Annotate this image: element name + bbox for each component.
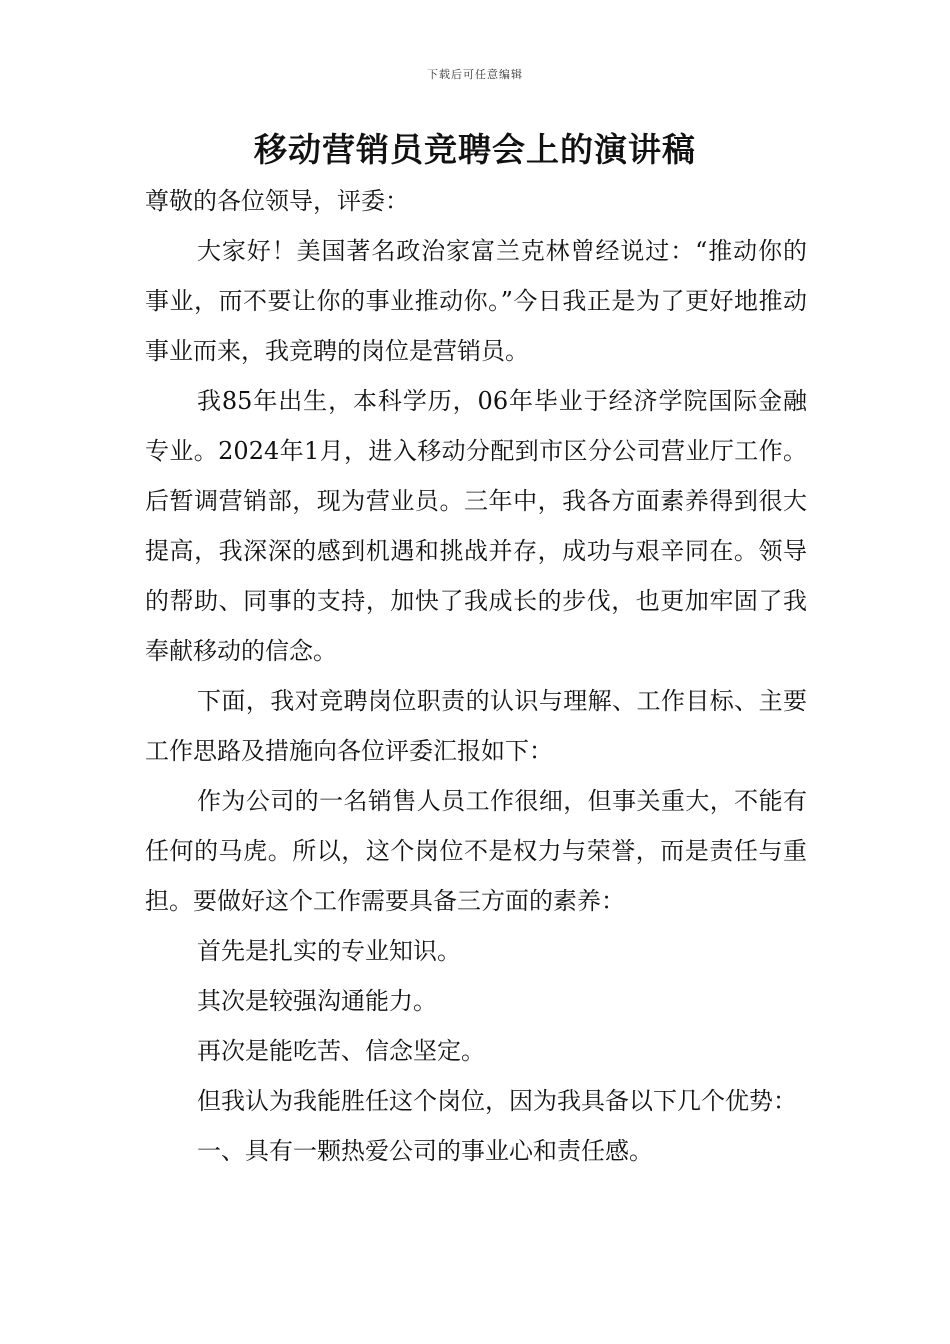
document-title: 移动营销员竞聘会上的演讲稿	[254, 130, 696, 169]
salutation: 尊敬的各位领导，评委：	[145, 187, 409, 215]
paragraph-greeting: 大家好！美国著名政治家富兰克林曾经说过：“推动你的事业，而不要让你的事业推动你。”今日我正是为了更好地推动事业而来，我竞聘的岗位是营销员。	[145, 237, 807, 365]
paragraph-role-understanding: 作为公司的一名销售人员工作很细，但事关重大，不能有任何的马虎。所以，这个岗位不是权力与荣誉，而是责任与重担。要做好这个工作需要具备三方面的素养：	[145, 787, 807, 915]
document-body	[145, 176, 807, 1176]
paragraph-advantages-intro: 但我认为我能胜任这个岗位，因为我具备以下几个优势：	[197, 1087, 797, 1115]
header-note: 下载后可任意编辑	[427, 68, 523, 81]
paragraph-background: 我85年出生，本科学历，06年毕业于经济学院国际金融专业。2024年1月，进入移动分配到市区分公司营业厅工作。后暂调营销部，现为营业员。三年中，我各方面素养得到很大提高，我深深的感到机遇和挑战并存，成功与艰辛同在。领导的帮助、同事的支持，加快了我成长的步伐，也更加牢固了我奉献移动的信念。	[145, 387, 807, 665]
paragraph-intro-report: 下面，我对竞聘岗位职责的认识与理解、工作目标、主要工作思路及措施向各位评委汇报如下：	[145, 687, 807, 765]
paragraph-quality-1: 首先是扎实的专业知识。	[197, 937, 461, 965]
paragraph-advantage-1: 一、具有一颗热爱公司的事业心和责任感。	[197, 1137, 653, 1165]
paragraph-quality-2: 其次是较强沟通能力。	[197, 987, 437, 1015]
paragraph-quality-3: 再次是能吃苦、信念坚定。	[197, 1037, 485, 1065]
